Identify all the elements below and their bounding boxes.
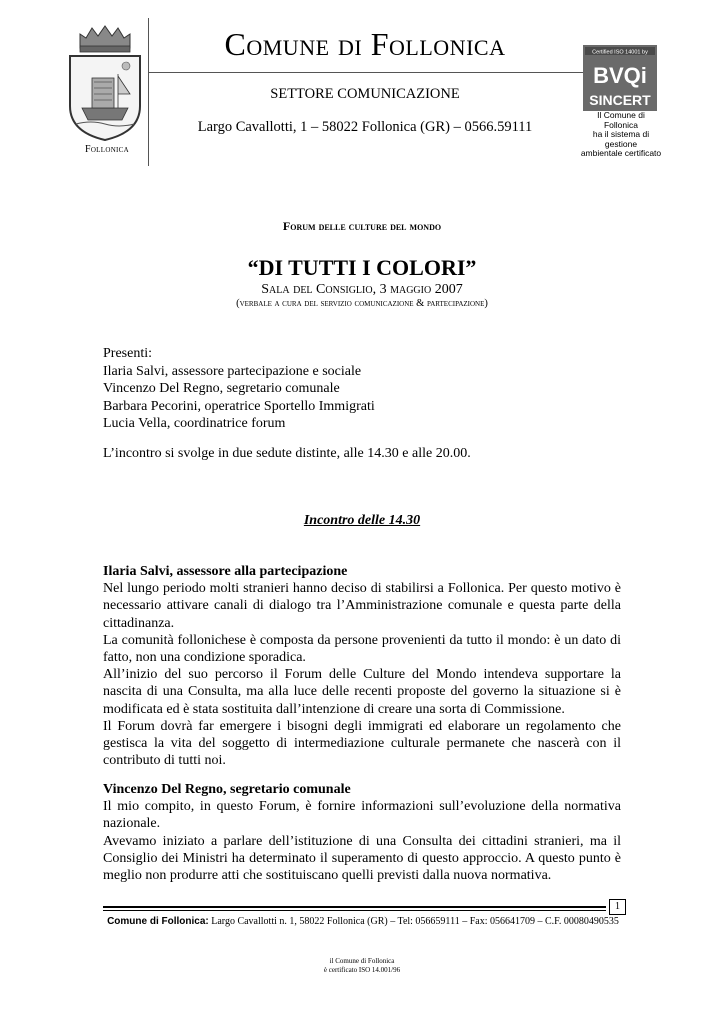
cert-brand-text: BVQi — [593, 63, 647, 88]
speaker-section — [103, 781, 621, 884]
header-vertical-rule — [148, 18, 149, 166]
attendees-list — [103, 345, 623, 433]
footer-cert-line: è certificato ISO 14.001/96 — [323, 965, 401, 974]
attendees-label: Presenti: — [103, 346, 152, 361]
cert-brand2-text: SINCERT — [589, 92, 651, 108]
session-note: L’incontro si svolge in due sedute distinte, alle 14.30 e alle 20.00. — [103, 446, 471, 461]
forum-heading: Forum delle culture del mondo — [282, 219, 442, 233]
speech-paragraph: La comunità follonichese è composta da persone provenienti da tutto il mondo: è un dato di fatto, non una condizione sporadica. — [103, 632, 621, 666]
cert-caption-line: ha il sistema di gestione — [592, 129, 650, 149]
cert-caption-line: Il Comune di Follonica — [597, 110, 645, 130]
cert-caption-line: ambientale certificato — [580, 148, 662, 158]
footer-rule-thin — [103, 910, 606, 911]
page-title: Comune di Follonica — [224, 26, 506, 62]
event-subtitle: Sala del Consiglio, 3 maggio 2007 — [261, 282, 463, 297]
minutes-note: (verbale a cura del servizio comunicazione & partecipazione) — [236, 298, 488, 309]
page-number: 1 — [609, 899, 626, 915]
speech-paragraph: Avevamo iniziato a parlare dell’istituzione di una Consulta dei cittadini stranieri, ma il Consiglio dei Ministri ha determinato il superamento di questo approccio. A questo punto è meglio non produrre atti che sostituiscano quelli previsti dalla nuova normativa. — [103, 833, 621, 884]
speech-paragraph: All’inizio del suo percorso il Forum delle Culture del Mondo intendeva supportare la nascita di una Consulta, ma alla luce delle recenti proposte del governo la situazione si è modificata ed è stata sostituita dall’intenzione di creare una sorta di Commissione. — [103, 667, 621, 717]
header-horizontal-rule — [148, 72, 588, 73]
footer-comune: Comune di Follonica: — [107, 916, 209, 927]
speaker-section — [103, 563, 621, 769]
cert-caption — [579, 111, 663, 159]
speech-paragraph: Nel lungo periodo molti stranieri hanno deciso di stabilirsi a Follonica. Per questo motivo è necessario attivare canali di dialogo tra l’Amministrazione comunale e questa parte della cittadinanza. — [103, 581, 621, 631]
coat-of-arms-logo — [66, 24, 144, 142]
crest-label: Follonica — [84, 144, 130, 155]
sector-label: SETTORE COMUNICAZIONE — [270, 86, 460, 102]
speaker-name: Vincenzo Del Regno, segretario comunale — [103, 782, 351, 797]
attendee: Lucia Vella, coordinatrice forum — [103, 416, 286, 431]
iso-certification-logo — [583, 45, 657, 111]
footer-cert-line: il Comune di Follonica — [329, 957, 395, 965]
session-title: Incontro delle 14.30 — [303, 513, 421, 528]
header-address: Largo Cavallotti, 1 – 58022 Follonica (GR) – 0566.59111 — [197, 119, 533, 135]
speech-paragraph: Il mio compito, in questo Forum, è fornire informazioni sull’evoluzione della normativa nazionale. — [103, 799, 621, 832]
footer-rule — [103, 906, 606, 908]
attendee: Vincenzo Del Regno, segretario comunale — [103, 381, 340, 396]
attendee: Ilaria Salvi, assessore partecipazione e sociale — [103, 363, 362, 379]
footer-certification — [250, 957, 474, 974]
footer-address — [103, 915, 623, 928]
event-title: “DI TUTTI I COLORI” — [247, 255, 477, 280]
speech-paragraph: Il Forum dovrà far emergere i bisogni degli immigrati ed elaborare un regolamento che gestisca la vita del soggetto di intermediazione culturale permanete che nascerà con il contributo di tutti noi. — [103, 718, 621, 769]
speaker-name: Ilaria Salvi, assessore alla partecipazione — [103, 564, 348, 579]
cert-top-text: Certified ISO 14001 by — [592, 49, 648, 56]
attendee: Barbara Pecorini, operatrice Sportello Immigrati — [103, 398, 375, 414]
footer-details: Largo Cavallotti n. 1, 58022 Follonica (GR) – Tel: 056659111 – Fax: 056641709 – C.F. 00080490535 — [211, 916, 619, 927]
